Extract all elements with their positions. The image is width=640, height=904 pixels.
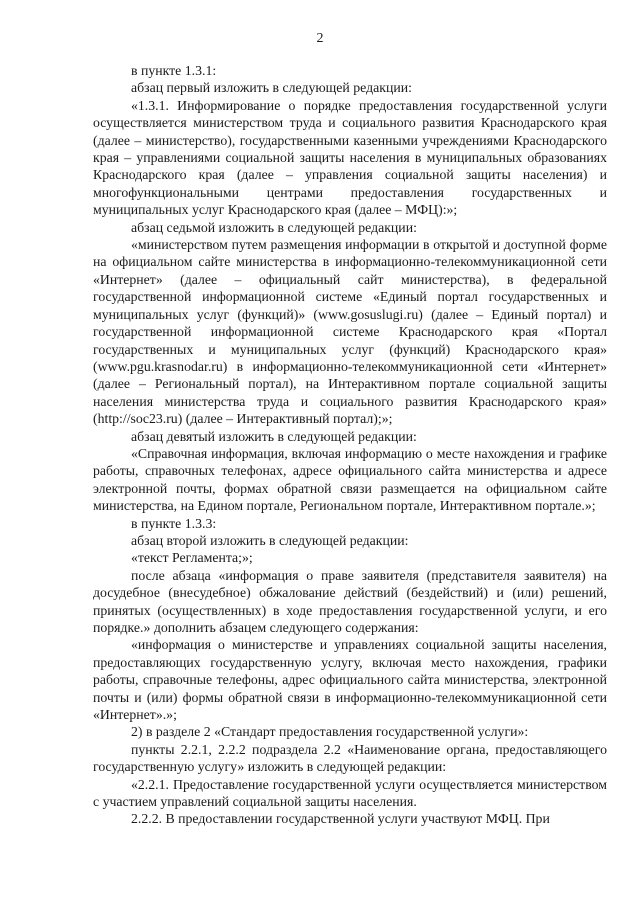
paragraph-10: «текст Регламента;»; [131, 550, 253, 566]
paragraph-16: 2.2.2. В предоставлении государственной услуги участвуют МФЦ. При [131, 811, 550, 827]
paragraph-1: в пункте 1.3.1: [131, 63, 217, 78]
page-number: 2 [316, 31, 324, 46]
paragraph-7: «Справочная информация, включая информацию о месте нахождения и графике работы, справочных телефонах, адресе официального сайта министерства и адресе электронной почты, формах обратной связи размещается на официальном сайте министерства, на Едином портале, Региональном портале, Интерактивном портале.»; [93, 445, 607, 514]
paragraph-4: абзац седьмой изложить в следующей редакции: [131, 219, 417, 235]
paragraph-2: абзац первый изложить в следующей редакции: [131, 80, 412, 96]
paragraph-12: «информация о министерстве и управлениях социальной защиты населения, предоставляющих государственную услугу, включая место нахождения, графики работы, справочные телефоны, адрес официального сайта министерства, электронной почты и (или) формы обратной связи в информационно-телекоммуникационной сети «Интернет».»; [93, 637, 607, 723]
paragraph-15: «2.2.1. Предоставление государственной услуги осуществляется министерством с участием управлений социальной защиты населения. [93, 776, 607, 810]
document-body [93, 62, 607, 828]
paragraph-8: в пункте 1.3.3: [131, 515, 217, 531]
paragraph-6: абзац девятый изложить в следующей редакции: [131, 428, 417, 444]
paragraph-9: абзац второй изложить в следующей редакции: [131, 532, 409, 548]
paragraph-13: 2) в разделе 2 «Стандарт предоставления государственной услуги»: [131, 724, 529, 740]
paragraph-14: пункты 2.2.1, 2.2.2 подраздела 2.2 «Наименование органа, предоставляющего государственную услугу» изложить в следующей редакции: [93, 741, 607, 775]
paragraph-3: «1.3.1. Информирование о порядке предоставления государственной услуги осуществляется министерством труда и социального развития Краснодарского края (далее – министерство), государственными казенными учреждениями Краснодарского края – управлениями социальной защиты населения в муниципальных образованиях Краснодарского края (далее – управления социальной защиты населения) и многофункциональными центрами предоставления государственных и муниципальных услуг Краснодарского края (далее – МФЦ):»; [93, 97, 607, 218]
paragraph-11: после абзаца «информация о праве заявителя (представителя заявителя) на досудебное (внесудебное) обжалование действий (бездействий) и (или) решений, принятых (осуществленных) в ходе предоставления государственной услуги, и его порядке.» дополнить абзацем следующего содержания: [93, 567, 607, 635]
paragraph-5: «министерством путем размещения информации в открытой и доступной форме на официальном сайте министерства в информационно-телекоммуникационной сети «Интернет» (далее – официальный сайт министерства), в федеральной государственной информационной системе «Единый портал государственных и муниципальных услуг (функций)» (www.gosuslugi.ru) (далее – Единый портал) и государственной информационной системе Краснодарского края «Портал государственных и муниципальных услуг (функций) Краснодарского края» (www.pgu.krasnodar.ru) в информационно-телекоммуникационной сети «Интернет» (далее – Региональный портал), на Интерактивном портале социальной защиты населения министерства труда и социального развития Краснодарского края» (http://soc23.ru) (далее – Интерактивный портал);»; [93, 237, 607, 427]
